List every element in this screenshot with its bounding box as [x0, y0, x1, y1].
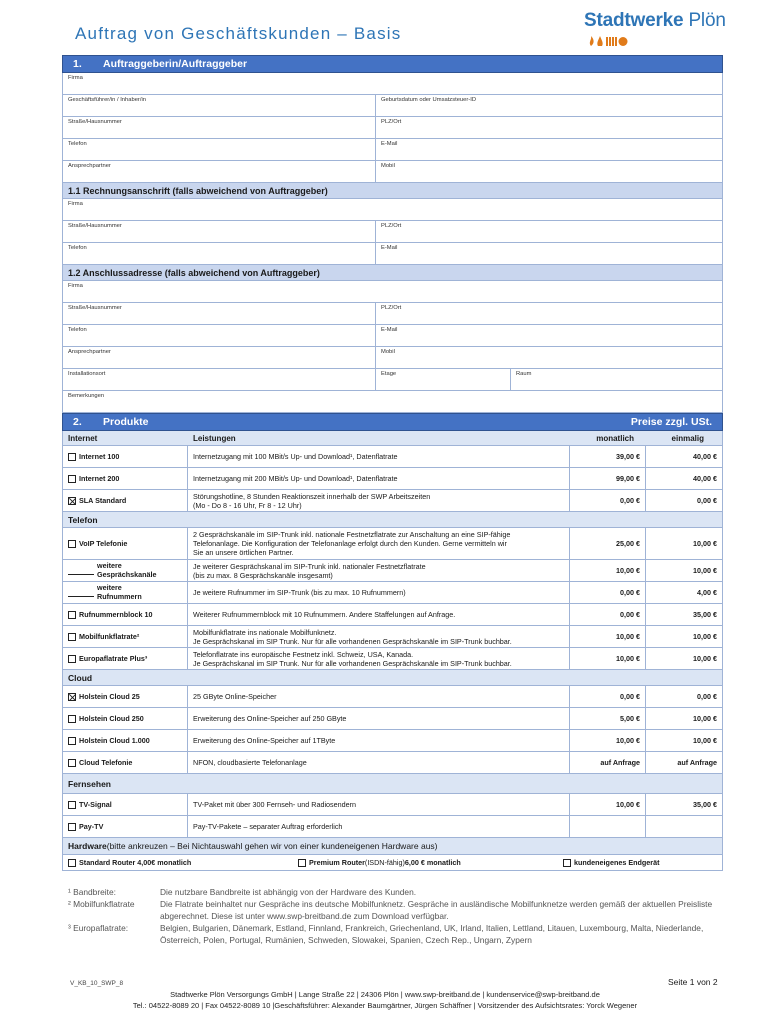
site-telefon-field[interactable]: Telefon: [63, 325, 376, 346]
checkbox[interactable]: [68, 859, 76, 867]
hardware-head: Hardware (bitte ankreuzen – Bei Nichtauswahl gehen wir von einer kundeneigenen Hardware aus): [62, 838, 723, 855]
category-telefon: Telefon: [62, 512, 723, 528]
product-mobilfunkflatrate[interactable]: Mobilfunkflatrate² Mobilfunkflatrate ins nationale Mobilfunknetz. Je Gesprächskanal im SIP Trunk. Nur für alle vorhandenen Gesprächskanäle im SIP-Trunk buchbar. 10,00 € 10,00 €: [62, 626, 723, 648]
page-title: Auftrag von Geschäftskunden – Basis: [75, 24, 402, 43]
checkbox[interactable]: [298, 859, 306, 867]
billing-plz-field[interactable]: PLZ/Ort: [381, 223, 402, 229]
footer-line-1: Stadtwerke Plön Versorgungs GmbH | Lange Straße 22 | 24306 Plön | www.swp-breitband.de | kundenservice@swp-breitband.de: [170, 990, 600, 999]
checkbox[interactable]: [68, 823, 76, 831]
checkbox[interactable]: [68, 759, 76, 767]
firma-field[interactable]: Firma: [68, 75, 83, 81]
product-internet-100[interactable]: Internet 100 Internetzugang mit 100 MBit/s Up- und Download¹, Datenflatrate 39,00 € 40,00 €: [62, 446, 723, 468]
checkbox-checked[interactable]: [68, 497, 76, 505]
section-1-1-head: 1.1 Rechnungsanschrift (falls abweichend von Auftraggeber): [62, 183, 723, 199]
section-1-head: 1. Auftraggeberin/Auftraggeber: [62, 55, 723, 73]
ansprech-field[interactable]: Ansprechpartner: [63, 161, 376, 182]
site-mobil-field[interactable]: Mobil: [381, 349, 395, 355]
geb-field[interactable]: Geburtsdatum oder Umsatzsteuer-ID: [381, 97, 477, 103]
strasse-field[interactable]: Straße/Hausnummer: [63, 117, 376, 138]
version-code: V_KB_10_SWP_8: [70, 980, 124, 987]
plz-field[interactable]: PLZ/Ort: [381, 119, 402, 125]
hw-premium-router[interactable]: Premium Router (ISDN-fähig) 6,00 € monatlich: [293, 855, 558, 870]
checkbox[interactable]: [68, 540, 76, 548]
hardware-options: [62, 855, 723, 871]
products-col-head: Internet Leistungen monatlich einmalig: [62, 431, 723, 446]
telefon-field[interactable]: Telefon: [63, 139, 376, 160]
checkbox[interactable]: [68, 715, 76, 723]
site-email-field[interactable]: E-Mail: [381, 327, 398, 333]
checkbox[interactable]: [68, 633, 76, 641]
hw-standard-router[interactable]: Standard Router 4,00€ monatlich: [63, 855, 293, 870]
quantity-blank[interactable]: [68, 589, 94, 597]
install-field[interactable]: Installationsort: [63, 369, 376, 390]
footer-line-2: Tel.: 04522-8089 20 | Fax 04522-8089 10 |Geschäftsführer: Alexander Baumgärtner, Jürgen Schäffner | Vorsitzender des Aufsichtsrates: Yorck Wegener: [132, 1001, 638, 1010]
utility-icons: [588, 35, 628, 47]
product-rufnummernblock[interactable]: Rufnummernblock 10 Weiterer Rufnummernblock mit 10 Rufnummern. Andere Staffelungen auf Anfrage. 0,00 € 35,00 €: [62, 604, 723, 626]
category-cloud: Cloud: [62, 670, 723, 686]
checkbox-checked[interactable]: [68, 693, 76, 701]
category-fernsehen: Fernsehen: [62, 774, 723, 794]
order-form: [62, 55, 723, 871]
product-voip[interactable]: VoIP Telefonie 2 Gesprächskanäle im SIP-Trunk inkl. nationale Festnetzflatrate zur Anschaltung an eine SIP-fähige Telefonanlage. Die Konfiguration der Telefonanlage erfolgt durch den Kunden. Gerne vermitteln wir Sie an unsere örtlichen Partner. 25,00 € 10,00 €: [62, 528, 723, 560]
product-internet-200[interactable]: Internet 200 Internetzugang mit 200 MBit/s Up- und Download¹, Datenflatrate 99,00 € 40,00 €: [62, 468, 723, 490]
checkbox[interactable]: [68, 475, 76, 483]
billing-telefon-field[interactable]: Telefon: [63, 243, 376, 264]
footnotes: [68, 887, 728, 947]
gf-field[interactable]: Geschäftsführer/in / Inhaber/in: [63, 95, 376, 116]
bemerk-field[interactable]: Bemerkungen: [68, 393, 105, 399]
hw-kundeneigen[interactable]: kundeneigenes Endgerät: [558, 855, 722, 870]
quantity-blank[interactable]: [68, 567, 94, 575]
product-europaflatrate[interactable]: Europaflatrate Plus³ Telefonflatrate ins europäische Festnetz inkl. Schweiz, USA, Kanada. Je Gesprächskanal im SIP Trunk. Nur für alle vorhandenen Gesprächskanäle im SIP-Trunk buchbar. 10,00 € 10,00 €: [62, 648, 723, 670]
footnote: ¹ Bandbreite: Die nutzbare Bandbreite ist abhängig von der Hardware des Kunden.: [68, 887, 417, 897]
product-cloud-telefonie[interactable]: Cloud Telefonie NFON, cloudbasierte Telefonanlage auf Anfrage auf Anfrage: [62, 752, 723, 774]
page-header: [0, 0, 770, 60]
footnote: ³ Europaflatrate: Belgien, Bulgarien, Dänemark, Estland, Finnland, Frankreich, Griechenland, UK, Irland, Italien, Lettland, Litauen, Luxembourg, Malta, Niederlande, Österreich, Polen, Portugal, Rumänien, Schweden, Slowakei, Spanien, Czech Rep., Ungarn, Zypern: [68, 922, 704, 945]
section-1-2-head: 1.2 Anschlussadresse (falls abweichend von Auftraggeber): [62, 265, 723, 281]
logo-text: Stadtwerke Plön: [584, 10, 726, 31]
logo: [584, 10, 734, 47]
mobil-field[interactable]: Mobil: [381, 163, 395, 169]
price-note: Preise zzgl. USt.: [630, 416, 712, 428]
product-cloud-250[interactable]: Holstein Cloud 250 Erweiterung des Online-Speicher auf 250 GByte 5,00 € 10,00 €: [62, 708, 723, 730]
product-weitere-rufnummern[interactable]: weitere Rufnummern Je weitere Rufnummer im SIP-Trunk (bis zu max. 10 Rufnummern) 0,00 € 4,00 €: [62, 582, 723, 604]
product-pay-tv[interactable]: Pay-TV Pay-TV-Pakete – separater Auftrag erforderlich: [62, 816, 723, 838]
checkbox[interactable]: [68, 655, 76, 663]
billing-email-field[interactable]: E-Mail: [381, 245, 398, 251]
billing-strasse-field[interactable]: Straße/Hausnummer: [63, 221, 376, 242]
checkbox[interactable]: [68, 737, 76, 745]
product-sla-standard[interactable]: SLA Standard Störungshotline, 8 Stunden Reaktionszeit innerhalb der SWP Arbeitszeiten (Mo - Do 8 - 16 Uhr, Fr 8 - 12 Uhr) 0,00 € 0,00 €: [62, 490, 723, 512]
footnote: ² Mobilfunkflatrate Die Flatrate beinhaltet nur Gespräche ins deutsche Mobilfunknetz. Gespräche in ausländische Mobilfunknetze werden gemäß der aktuellen Preisliste abgerechnet. Diese ist unter www.swp-breitband.de zum Download verfügbar.: [68, 898, 713, 921]
site-strasse-field[interactable]: Straße/Hausnummer: [63, 303, 376, 324]
page-number: Seite 1 von 2: [668, 977, 718, 987]
site-plz-field[interactable]: PLZ/Ort: [381, 305, 402, 311]
product-weitere-kanaele[interactable]: weitere Gesprächskanäle Je weiterer Gesprächskanal im SIP-Trunk inkl. nationaler Festnetzflatrate (bis zu max. 8 Gesprächskanäle insgesamt) 10,00 € 10,00 €: [62, 560, 723, 582]
site-ansprech-field[interactable]: Ansprechpartner: [63, 347, 376, 368]
checkbox[interactable]: [563, 859, 571, 867]
section-2-head: 2. Produkte Preise zzgl. USt.: [62, 413, 723, 431]
email-field[interactable]: E-Mail: [381, 141, 398, 147]
checkbox[interactable]: [68, 611, 76, 619]
checkbox[interactable]: [68, 453, 76, 461]
billing-firma-field[interactable]: Firma: [68, 201, 83, 207]
site-firma-field[interactable]: Firma: [68, 283, 83, 289]
product-tv-signal[interactable]: TV-Signal TV-Paket mit über 300 Fernseh- und Radiosendern 10,00 € 35,00 €: [62, 794, 723, 816]
raum-field[interactable]: Raum: [516, 371, 532, 377]
product-cloud-25[interactable]: Holstein Cloud 25 25 GByte Online-Speicher 0,00 € 0,00 €: [62, 686, 723, 708]
etage-field[interactable]: Etage: [376, 369, 511, 390]
product-cloud-1000[interactable]: Holstein Cloud 1.000 Erweiterung des Online-Speicher auf 1TByte 10,00 € 10,00 €: [62, 730, 723, 752]
logo-icons: [588, 35, 734, 47]
checkbox[interactable]: [68, 801, 76, 809]
